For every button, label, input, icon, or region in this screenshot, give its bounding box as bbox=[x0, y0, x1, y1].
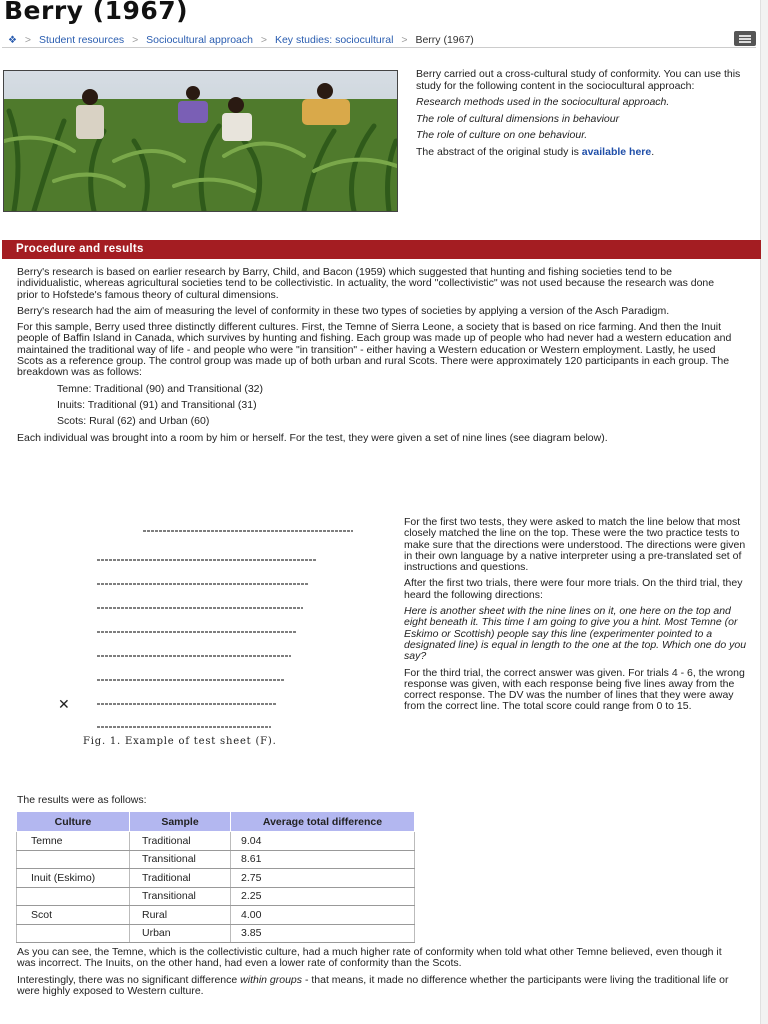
page-title: Berry (1967) bbox=[4, 0, 189, 25]
paragraph: After the first two trials, there were four more trials. On the third trial, they heard the following directions: bbox=[404, 577, 743, 601]
marker-x-icon: ✕ bbox=[58, 697, 70, 713]
section-heading: Procedure and results bbox=[2, 240, 761, 259]
breadcrumb-sociocultural-approach[interactable]: Sociocultural approach bbox=[146, 34, 253, 46]
chevron-right-icon: > bbox=[401, 34, 408, 46]
procedure-side-text bbox=[404, 517, 749, 718]
value-cell: 8.61 bbox=[231, 850, 415, 869]
culture-cell bbox=[17, 850, 130, 869]
column-header: Culture bbox=[17, 812, 130, 832]
paragraph: For the first two tests, they were asked to match the line below that most closely matched the line on the top. These were the two practice tests to make sure that the directions were understood. The directions were given in their own language by a native interpreter using a pre-translated set of instructions and questions. bbox=[404, 516, 746, 574]
sample-cell: Traditional bbox=[130, 869, 231, 888]
paragraph: For the third trial, the correct answer was given. For trials 4 - 6, the wrong response was given, with each response being five lines away from the correct response. The DV was the number of lines that they were away from the correct line. The total score could range from 0 to 15. bbox=[404, 666, 745, 713]
link-research-methods[interactable]: Research methods used in the sociocultural approach. bbox=[416, 96, 670, 108]
culture-cell: Inuit (Eskimo) bbox=[17, 869, 130, 888]
paragraph: Interestingly, there was no significant difference within groups - that means, it made no difference whether the participants were living the traditional life or were highly exposed to Western culture. bbox=[17, 973, 729, 997]
value-cell: 4.00 bbox=[231, 906, 415, 925]
sample-cell: Transitional bbox=[130, 887, 231, 906]
paragraph: Berry's research had the aim of measuring the level of conformity in these two types of societies by applying a version of the Asch Paradigm. bbox=[17, 304, 670, 317]
results-label: The results were as follows: bbox=[17, 794, 147, 806]
value-cell: 3.85 bbox=[231, 924, 415, 943]
breadcrumb-current: Berry (1967) bbox=[415, 34, 474, 46]
group-item: Inuits: Traditional (91) and Transitional (31) bbox=[57, 398, 257, 411]
column-header: Average total difference bbox=[231, 812, 415, 832]
value-cell: 2.25 bbox=[231, 887, 415, 906]
group-item: Scots: Rural (62) and Urban (60) bbox=[57, 415, 210, 428]
table-row bbox=[17, 906, 415, 925]
table-row bbox=[17, 869, 415, 888]
value-cell: 9.04 bbox=[231, 832, 415, 851]
chevron-right-icon: > bbox=[260, 34, 268, 46]
link-culture-behaviour[interactable]: The role of culture on one behaviour. bbox=[416, 129, 588, 141]
value-cell: 2.75 bbox=[231, 869, 415, 888]
procedure-text bbox=[17, 267, 737, 449]
chevron-right-icon: > bbox=[132, 34, 139, 46]
culture-cell: Scot bbox=[17, 906, 130, 925]
chevron-right-icon: > bbox=[24, 34, 32, 46]
sample-cell: Urban bbox=[130, 924, 231, 943]
paragraph: For this sample, Berry used three distinctly different cultures. First, the Temne of Sierra Leone, a society that is based on rice farming. And then the Inuit people of Baffin Island in Canada, which survives by hunting and fishing. Each group was made up of people who had never had a western education and maintained the traditional way of life - and people who were "in transition" - either having a Western education or Western employment. Lastly, he used Scots as a reference group. The control group was made up of both urban and rural Scots. There were approximately 120 participants in each group. The breakdown was as follows: bbox=[17, 321, 732, 379]
table-header-row bbox=[17, 812, 415, 832]
table-row bbox=[17, 850, 415, 869]
results-table bbox=[16, 811, 415, 943]
column-header: Sample bbox=[130, 812, 231, 832]
field-workers-photo bbox=[3, 70, 398, 212]
culture-cell bbox=[17, 924, 130, 943]
culture-cell: Temne bbox=[17, 832, 130, 851]
conclusion-text bbox=[17, 947, 737, 1002]
home-icon[interactable]: ❖ bbox=[8, 35, 17, 46]
intro-panel bbox=[416, 69, 761, 163]
breadcrumb-key-studies[interactable]: Key studies: sociocultural bbox=[274, 34, 394, 46]
paragraph: Each individual was brought into a room by him or herself. For the test, they were given a set of nine lines (see diagram below). bbox=[17, 431, 608, 444]
sample-cell: Traditional bbox=[130, 832, 231, 851]
abstract-line: The abstract of the original study is available here. bbox=[416, 145, 655, 158]
page-edge bbox=[760, 0, 768, 1024]
link-cultural-dimensions[interactable]: The role of cultural dimensions in behaviour bbox=[416, 112, 620, 125]
sample-cell: Rural bbox=[130, 906, 231, 925]
table-row bbox=[17, 887, 415, 906]
group-item: Temne: Traditional (90) and Transitional (32) bbox=[57, 382, 264, 395]
figure-caption: Fig. 1. Example of test sheet (F). bbox=[83, 736, 277, 747]
abstract-link[interactable]: available here bbox=[581, 145, 652, 158]
test-sheet-figure bbox=[55, 520, 355, 755]
table-row bbox=[17, 832, 415, 851]
paragraph: As you can see, the Temne, which is the collectivistic culture, had a much higher rate of conformity when told what other Temne believed, even though it was incorrect. The Inuits, on the other hand, had even a lower rate of conformity than the Scots. bbox=[17, 946, 722, 970]
directions-quote: Here is another sheet with the nine lines on it, one here on the top and eight beneath it. This time I am going to give you a hint. Most Temne (or Eskimo or Scottish) people say this line (experimenter pointed to a designated line) is equal in length to the one at the top. Which one do you say? bbox=[404, 605, 747, 663]
intro-text: Berry carried out a cross-cultural study of conformity. You can use this study for the following content in the sociocultural approach: bbox=[416, 68, 741, 92]
breadcrumb-student-resources[interactable]: Student resources bbox=[38, 34, 125, 46]
sample-cell: Transitional bbox=[130, 850, 231, 869]
print-icon[interactable] bbox=[734, 31, 756, 46]
culture-cell bbox=[17, 887, 130, 906]
breadcrumb bbox=[2, 33, 756, 48]
table-row bbox=[17, 924, 415, 943]
emphasis: within groups bbox=[240, 973, 303, 986]
paragraph: Berry's research is based on earlier research by Barry, Child, and Bacon (1959) which suggested that hunting and fishing societies tend to be individualistic, whereas agricultural societies tend to be collectivistic. In actuality, the word "collectivistic" was not used because the research was done prior to Hofstede's famous theory of cultural dimensions. bbox=[17, 266, 715, 301]
